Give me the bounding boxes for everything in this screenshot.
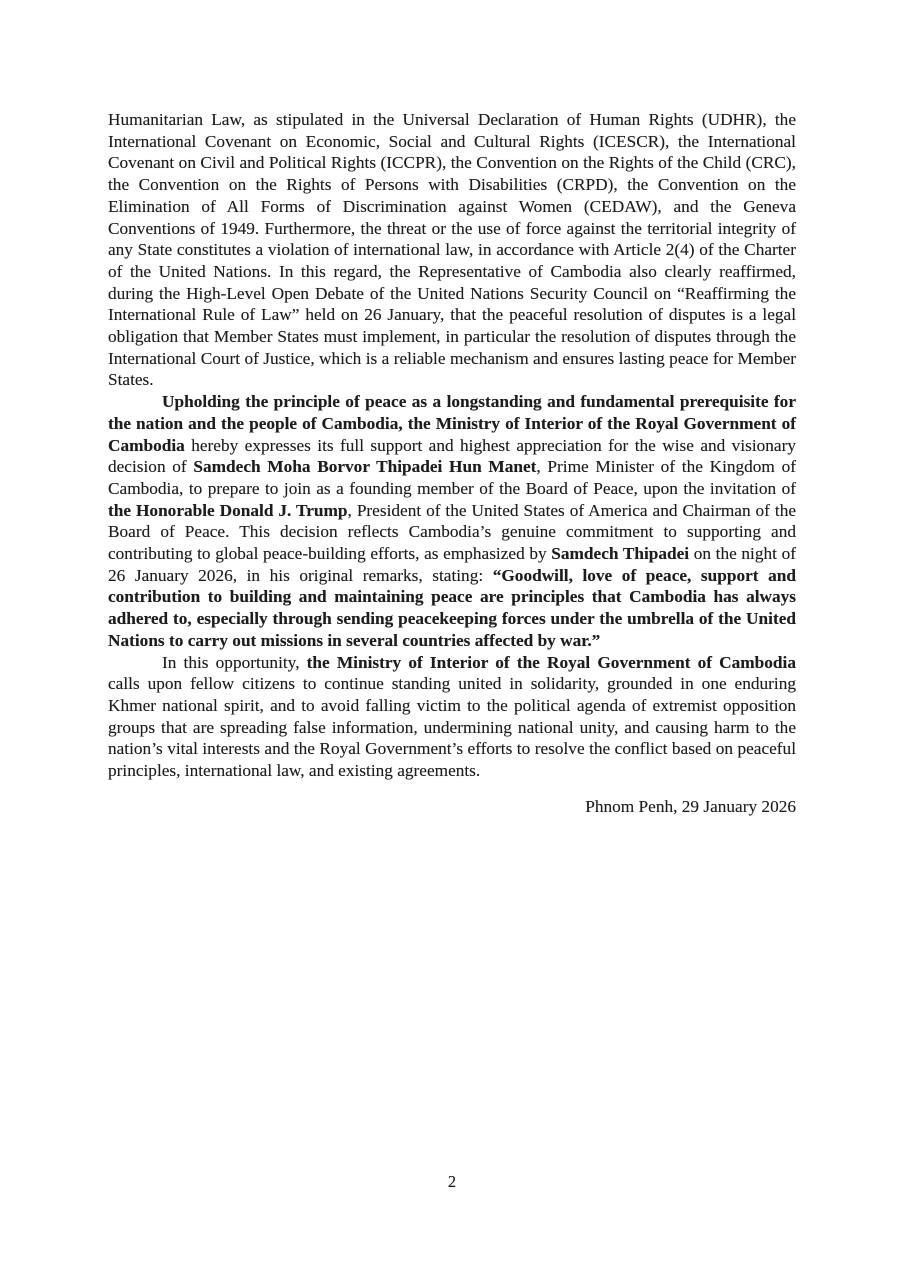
text-run: on the night of 26 January 2026, in his original remarks, stating: — [108, 544, 796, 585]
text-run: Humanitarian Law, as stipulated in the Universal Declaration of Human Rights (UDHR), the International Covenant on Economic, Social and Cultural Rights (ICESCR), the International Covenant on Civil and Political Rights (ICCPR), the Convention on the Rights of the Child (CRC), the Convention on the Rights of Persons with Disabilities (CRPD), the Convention on the Elimination of All Forms of Discrimination against Women (CEDAW), and the Geneva Conventions of 1949. Furthermore, the threat or the use of force against the territorial integrity of any State constitutes a violation of international law, in accordance with Article 2(4) of the Charter of the United Nations. In this regard, the Representative of Cambodia also clearly reaffirmed, during the High-Level Open Debate of the United Nations Security Council on “Reaffirming the International Rule of Law” held on 26 January, that the peaceful resolution of disputes is a legal obligation that Member States must implement, in particular the resolution of disputes through the International Court of Justice, which is a reliable mechanism and ensures lasting peace for Member States. — [108, 110, 796, 390]
text-run: hereby expresses its full support and highest appreciation for the wise and visionary decision of — [108, 435, 796, 477]
bold-text-run: “Goodwill, love of peace, support and contribution to building and maintaining peace are principles that Cambodia has always adhered to, especially through sending peacekeeping forces under the umbrella of the United Nations to carry out missions in several countries affected by war.” — [108, 565, 796, 650]
text-run: , President of the United States of America and Chairman of the Board of Peace. This decision reflects Cambodia’s genuine commitment to supporting and contributing to global peace-building efforts, as emphasized by — [108, 500, 797, 564]
dateline: Phnom Penh, 29 January 2026 — [585, 796, 796, 816]
body-paragraph — [108, 391, 796, 651]
bold-text-run: Samdech Thipadei — [551, 544, 690, 564]
text-run: , Prime Minister of the Kingdom of Cambodia, to prepare to join as a founding member of the Board of Peace, upon the invitation of — [108, 457, 796, 498]
text-run: In this opportunity, — [162, 652, 307, 672]
body-paragraph — [108, 109, 796, 391]
body-paragraph — [108, 652, 796, 782]
text-run: calls upon fellow citizens to continue standing united in solidarity, grounded in one enduring Khmer national spirit, and to avoid falling victim to the political agenda of extremist opposition groups that are spreading false information, undermining national unity, and causing harm to the nation’s vital interests and the Royal Government’s efforts to resolve the conflict based on peaceful principles, international law, and existing agreements. — [108, 674, 796, 781]
page-number: 2 — [447, 1172, 457, 1191]
document-body — [108, 109, 796, 818]
bold-text-run: Samdech Moha Borvor Thipadei Hun Manet — [193, 457, 537, 477]
paragraph-list — [108, 109, 796, 782]
bold-text-run: the Honorable Donald J. Trump — [108, 500, 348, 520]
bold-text-run: Upholding the principle of peace as a longstanding and fundamental prerequisite for the nation and the people of Cambodia, the Ministry of Interior of the Royal Government of Cambodia — [108, 392, 796, 455]
bold-text-run: the Ministry of Interior of the Royal Government of Cambodia — [306, 652, 796, 672]
